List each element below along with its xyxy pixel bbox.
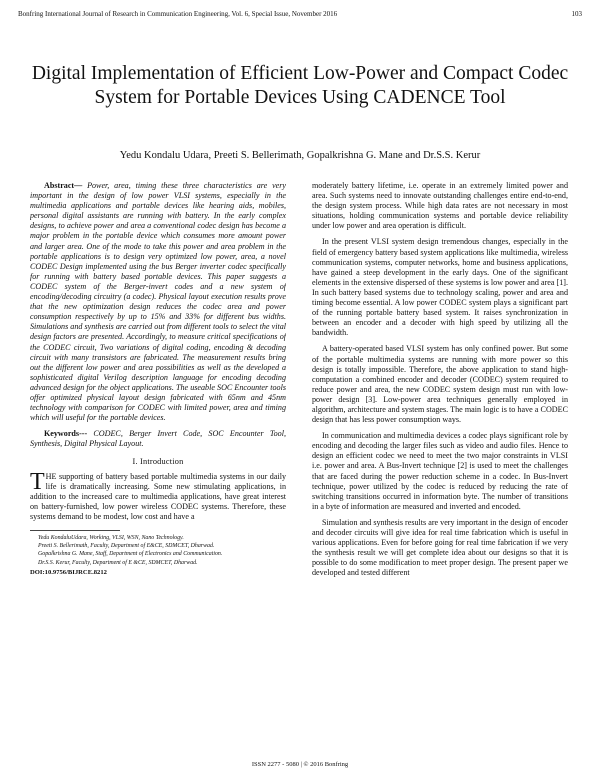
footnote: Dr.S.S. Kerur, Faculty, Department of E &CE, SDMCET, Dharwad. bbox=[38, 559, 198, 566]
running-header bbox=[18, 10, 582, 20]
page-footer: ISSN 2277 - 5080 | © 2016 Bonfring bbox=[251, 761, 349, 768]
keywords bbox=[30, 429, 286, 449]
body-paragraph: A battery-operated based VLSI system has only confined power. But some of the portable multimedia systems are running with more power so this design is totally impossible. Therefore, the above application to stand high-computation a combined encoder and decoder (CODEC) system required to reduce power and area, the new CODEC system design must run with low-power design [3]. Low-power area techniques generally employed in algorithm, architecture and system stages. The main logic is to have a CODEC design that has less power consumption ways. bbox=[312, 344, 568, 425]
body-paragraph: moderately battery lifetime, i.e. operate in an extremely limited power and area. Such systems need to innovate outstanding challenges entire end-to-end, the design system process. While high data rates are not necessary in most situations, holding communication systems and portable device reliability under low power and area operation is difficult. bbox=[312, 181, 568, 231]
introduction-paragraph bbox=[30, 468, 286, 522]
abstract-text: Power, area, timing these three characteristics are very important in the design of low power VLSI systems, especially in the multimedia applications and portable devices like hearing aids, mobiles, personal digital assistants are running with battery. In the early complex designs, to achieve power and area a conventional codec design has become a major problem in the portable device which consumes more amount power and larger area. One of the mode to take this power and area problem in the portable applications is to design very optimized low power, area, a novel CODEC Design implemented using the bus Berger inverter codec specifically for running with battery based portable devices. This paper suggests a CODEC system of the Berger-invert codes and a new system of encoding/decoding circuitry (a codec). Physical layout execution results prove that the new optimization design reduces the codec area and power consumption respectively by up to 15% and 33% for different bus widths. Simulations and synthesis are carried out from different tools to select the vital design factors are presented. Accordingly, to measure critical specifications of the CODEC circuit, Two variations of digital coding, encoding & decoding circuit with many transistors are fabricated. The measurement results bring out the different low power and area possibilities as well as the developed a sophisticated digital Verilog description language for encoding decoding advanced design for the object applications. The useable SOC Encounter tools offer optimized physical layout design fabricated with 65nm and 45nm technology with comparison for CODEC with limited power, area and timing which will useful for the portable devices. bbox=[30, 181, 286, 423]
introduction-text: HE supporting of battery based portable multimedia systems in our daily life is dramatically increasing. Some new stimulating applications, in addition to the increased care to multimedia applications, have great interest on battery-furnished, low power wireless CODEC systems. Therefore, these systems demand to be modest, low cost and have a bbox=[30, 471, 286, 521]
journal-name: Bonfring International Journal of Research in Communication Engineering, Vol. 6, Special Issue, November 2016 bbox=[18, 10, 338, 18]
drop-cap: T bbox=[30, 468, 45, 495]
paper-title: Digital Implementation of Efficient Low-Power and Compact Codec System for Portable Devices Using CADENCE Tool bbox=[31, 63, 569, 108]
footnote: Preeti S. Bellerimath, Faculty, Department of E&CE, SDMCET, Dharwad. bbox=[38, 543, 215, 550]
page-number: 103 bbox=[571, 10, 582, 18]
keywords-text: CODEC, Berger Invert Code, SOC Encounter Tool, Synthesis, Digital Physical Layout. bbox=[30, 429, 286, 449]
abstract bbox=[30, 181, 286, 423]
body-paragraph: Simulation and synthesis results are very important in the design of encoder and decoder circuits will give idea for real time fabrication which is useful in various applications. Even for before going for real time fabrication if we very the synthesis result we will get complete idea about our designs so that it is possible to do some modification to meet proper design. The present paper we developed and tested different bbox=[312, 517, 568, 578]
author-list: Yedu Kondalu Udara, Preeti S. Bellerimath, Gopalkrishna G. Mane and Dr.S.S. Kerur bbox=[119, 150, 481, 161]
section-heading-introduction: I. Introduction bbox=[132, 457, 184, 467]
body-paragraph: In communication and multimedia devices a codec plays significant role by encoding and decoding the larger files such as video and audio files. Hence to design an efficient codec we need to meet the two major constraints in VLSI i.e. power and area. A Bus-Invert technique [2] is used to meet the challenges that are faced during the power reduction scheme in a codec. In Bus-Invert technique, power utilized by the codec is reduced by reducing the rate of switching transitions occurred in information byte. The number of transitions in a byte of information are measured and inverted and encoded. bbox=[312, 431, 568, 511]
footnote: Yedu KondaluUdara, Working, VLSI, WSN, Nano Technology. bbox=[38, 535, 184, 541]
footnote-divider bbox=[30, 530, 120, 531]
right-column bbox=[312, 181, 568, 745]
keywords-label: Keywords--- bbox=[44, 429, 88, 439]
left-column bbox=[30, 181, 286, 751]
body-paragraph: In the present VLSI system design tremendous changes, especially in the field of emergency battery based system applications like multimedia, wireless communication systems, computer networks, home and business applications, have gained a steep development in the early days. One of the significant elements in the extensive dispersed of these systems is low power and area [1]. In such battery based systems due to technology scaling, power and area and timing become essential. A low power CODEC system plays a significant part of the running portable battery based system. It raises synchronization in between an encoder and a decoder with high speed by utilizing all the bandwidth. bbox=[312, 237, 568, 338]
doi: DOI:10.9756/BIJRCE.8212 bbox=[30, 568, 107, 576]
abstract-label: Abstract— bbox=[44, 181, 83, 190]
footnote: Gopalkrishna G. Mane, Staff, Department of Electronics and Communication. bbox=[38, 551, 223, 558]
